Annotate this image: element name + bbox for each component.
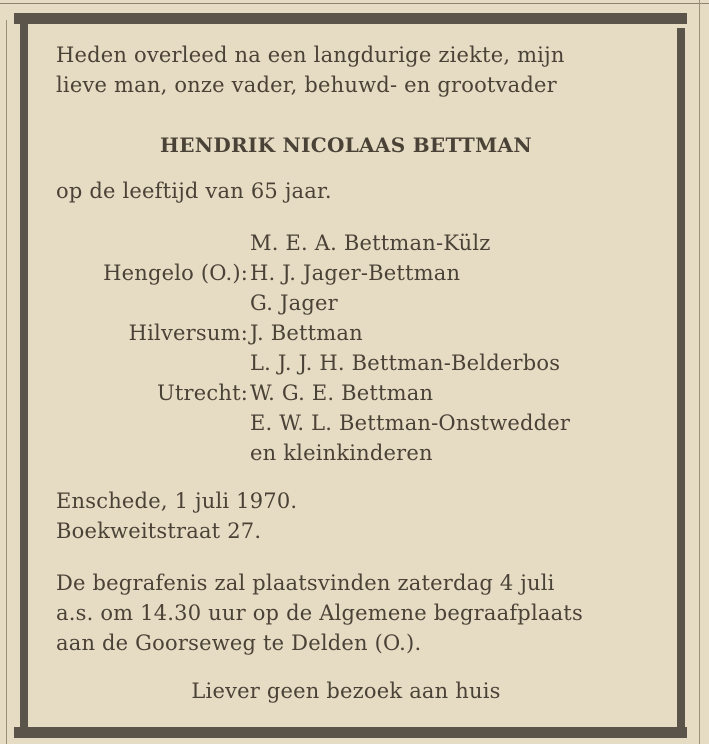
relative-name: M. E. A. Bettman-Külz xyxy=(250,231,491,255)
border-right xyxy=(677,28,685,727)
relative-row xyxy=(56,438,656,468)
intro-line-2: lieve man, onze vader, behuwd- en grootvader xyxy=(56,73,557,97)
relative-row xyxy=(56,288,656,318)
relative-place: Hengelo (O.): xyxy=(103,261,248,285)
relative-name: J. Bettman xyxy=(250,321,363,345)
relative-row xyxy=(56,318,656,348)
border-top xyxy=(14,13,687,24)
relative-row xyxy=(56,348,656,378)
border-left xyxy=(20,24,28,727)
relative-row xyxy=(56,258,656,288)
closing-line: Liever geen bezoek aan huis xyxy=(191,679,501,703)
column-rule-top xyxy=(0,3,709,4)
relative-name: W. G. E. Bettman xyxy=(250,381,434,405)
relative-place: Utrecht: xyxy=(156,381,248,405)
column-rule-left xyxy=(6,20,7,744)
relative-place: Hilversum: xyxy=(128,321,248,345)
intro-line-1: Heden overleed na een langdurige ziekte, mijn xyxy=(56,43,565,67)
age-line: op de leeftijd van 65 jaar. xyxy=(56,179,332,203)
relative-name: H. J. Jager-Bettman xyxy=(250,261,461,285)
deceased-name: HENDRIK NICOLAAS BETTMAN xyxy=(160,133,532,157)
funeral-line-2: a.s. om 14.30 uur op de Algemene begraafplaats xyxy=(56,601,583,625)
relative-row xyxy=(56,228,656,258)
funeral-line-3: aan de Goorseweg te Delden (O.). xyxy=(56,631,422,655)
relative-name: L. J. J. H. Bettman-Belderbos xyxy=(250,351,561,375)
relative-row xyxy=(56,378,656,408)
relative-name: G. Jager xyxy=(250,291,338,315)
relative-name: en kleinkinderen xyxy=(250,441,433,465)
address: Boekweitstraat 27. xyxy=(56,519,262,543)
relatives-list xyxy=(56,228,656,468)
relative-row xyxy=(56,408,656,438)
border-bottom xyxy=(14,727,687,738)
relative-name: E. W. L. Bettman-Onstwedder xyxy=(250,411,571,435)
column-rule-right xyxy=(699,0,700,744)
funeral-line-1: De begrafenis zal plaatsvinden zaterdag 4 juli xyxy=(56,571,555,595)
place-date: Enschede, 1 juli 1970. xyxy=(56,489,298,513)
